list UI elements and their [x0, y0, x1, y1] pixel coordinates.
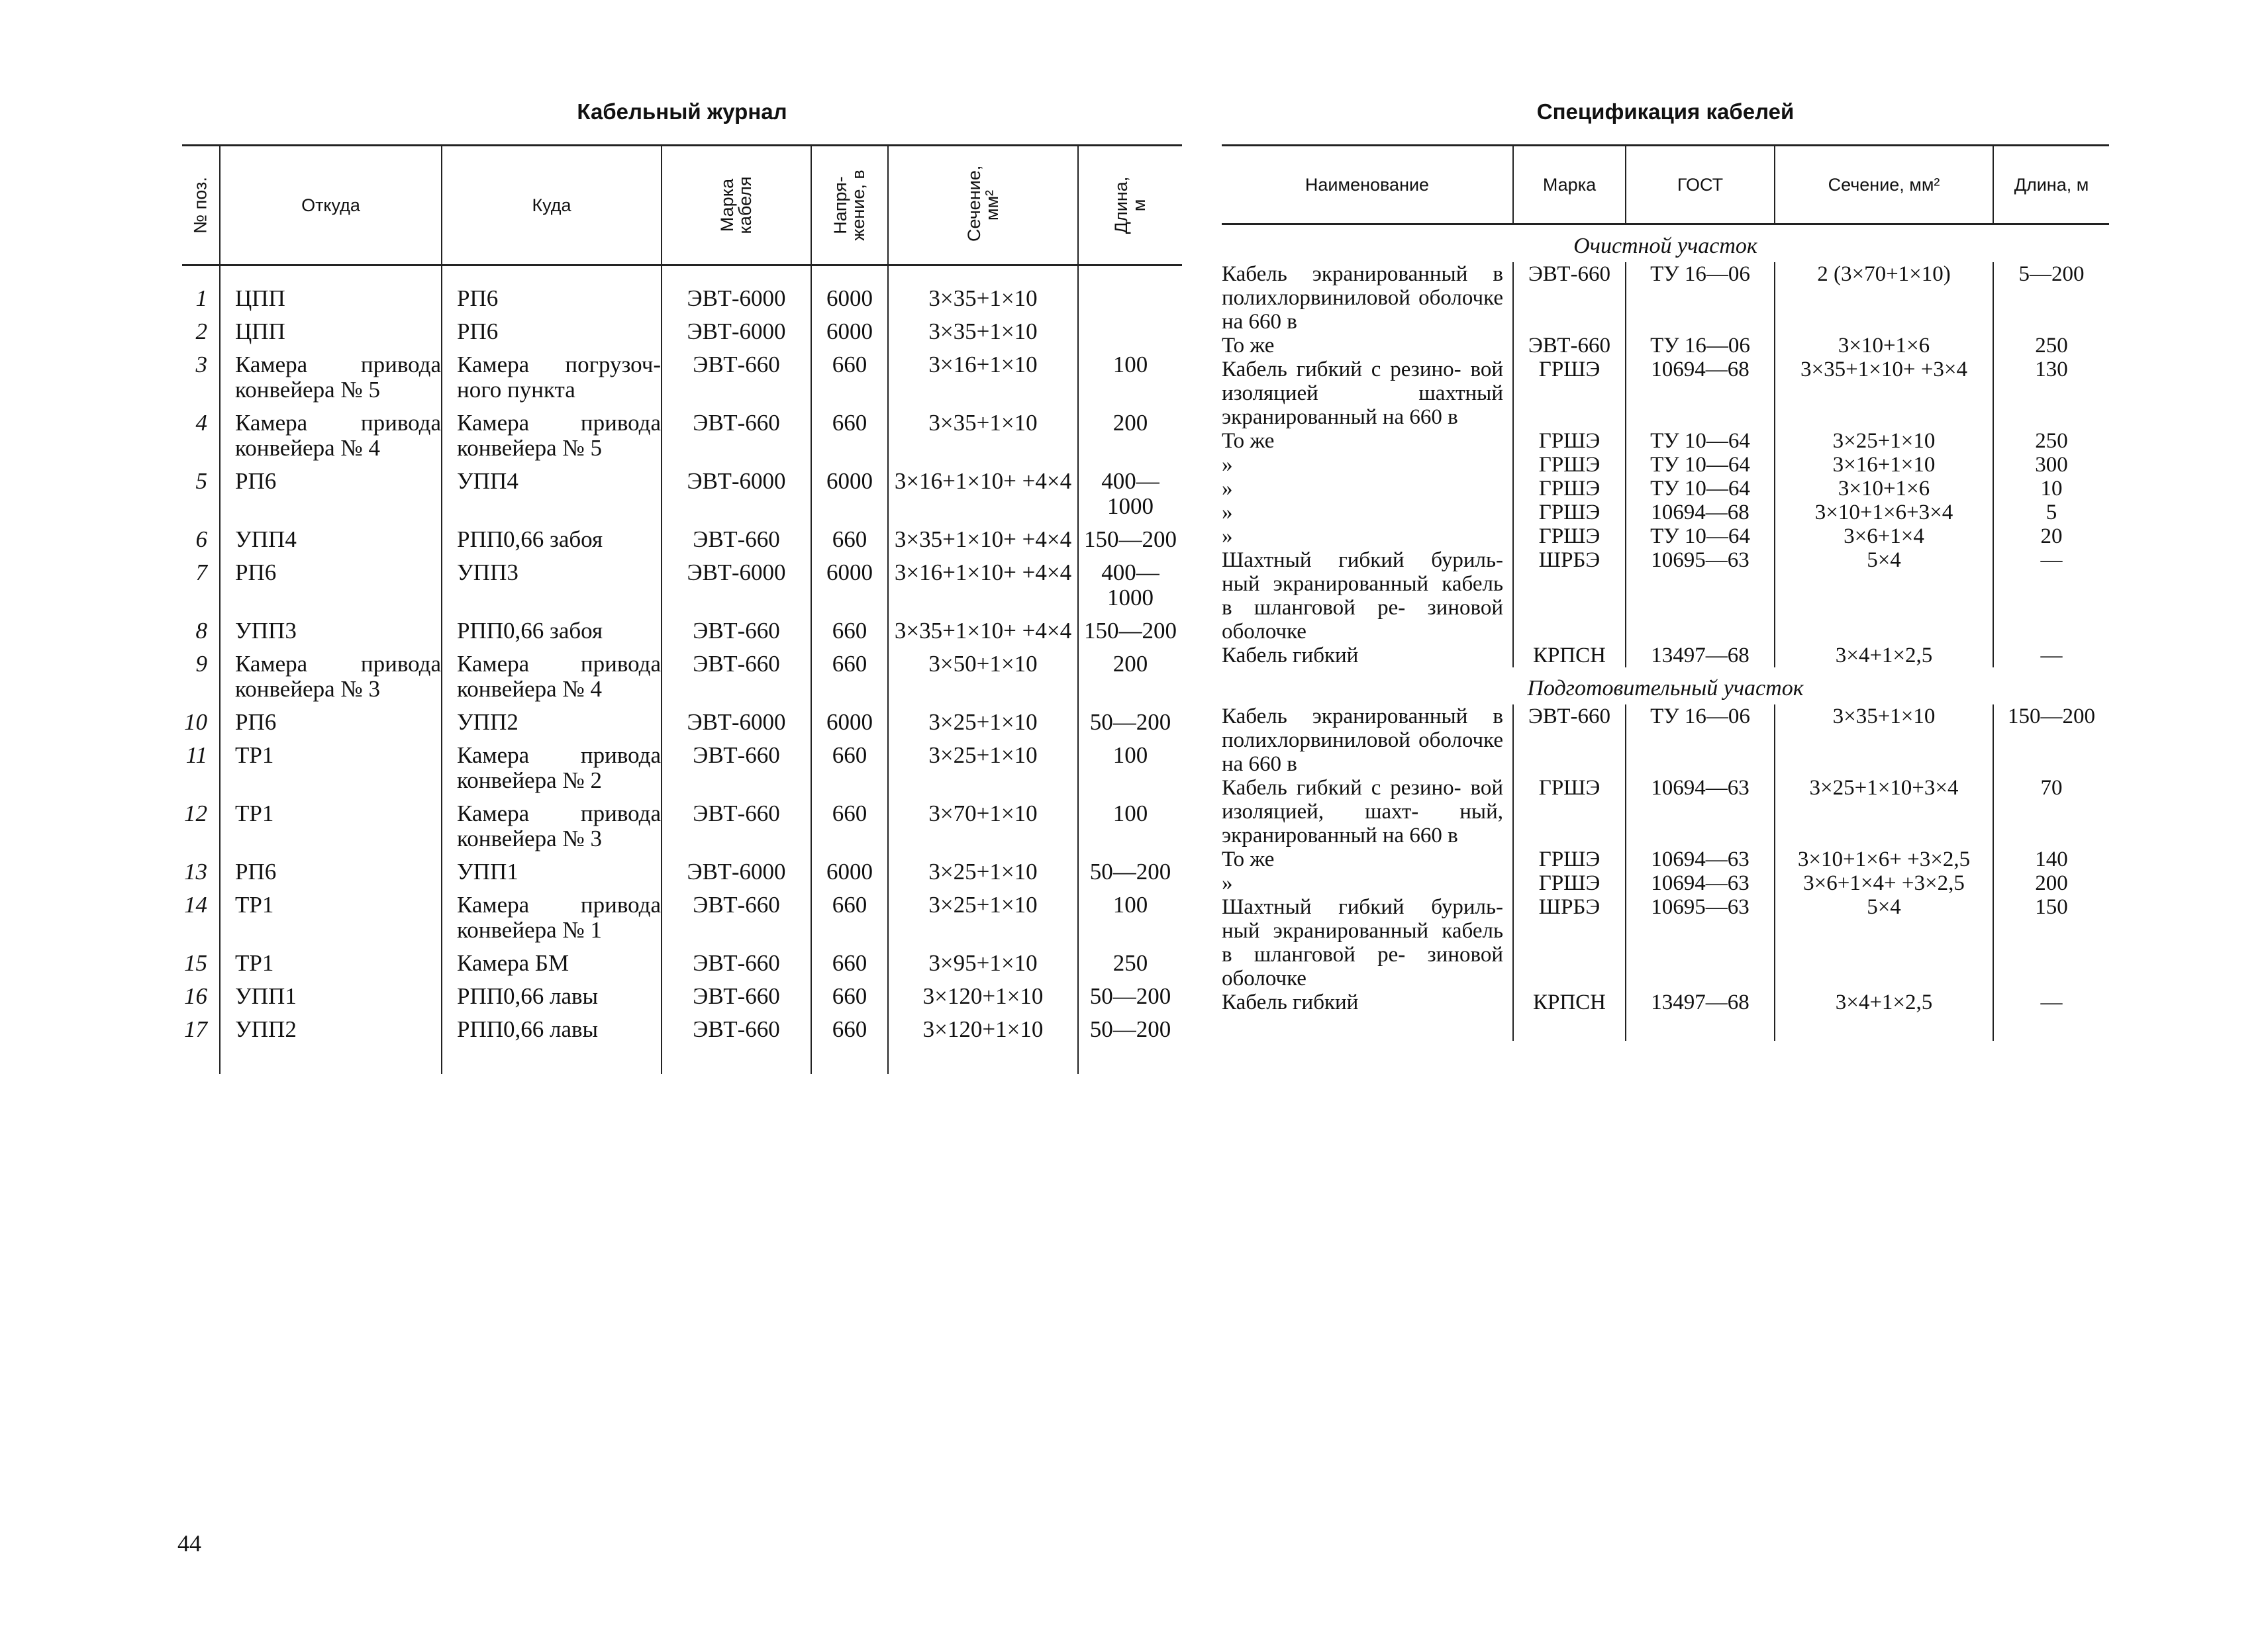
- journal-cell-section: 3×35+1×10: [888, 408, 1078, 466]
- spec-cell-brand: ГРШЭ: [1513, 453, 1626, 477]
- journal-cell-voltage: 6000: [811, 857, 888, 890]
- journal-cell-brand: ЭВТ-6000: [662, 557, 811, 616]
- spec-section-heading: Очистной участок: [1573, 234, 1757, 258]
- spec-cell-section: 5×4: [1775, 548, 1993, 644]
- spec-cell-section: 3×6+1×4+ +3×2,5: [1775, 871, 1993, 895]
- spec-cell-length: 140: [1993, 847, 2109, 871]
- table-row: [1222, 990, 2109, 1014]
- spec-cell-name: Кабель гибкий с резино- вой изоляцией шахтный экранированный на 660 в: [1222, 358, 1503, 429]
- journal-cell-brand: ЭВТ-660: [662, 616, 811, 649]
- spec-cell-section: 3×6+1×4: [1775, 524, 1993, 548]
- spec-header-row: [1222, 146, 2109, 224]
- journal-cell-brand: ЭВТ-6000: [662, 466, 811, 524]
- table-row: [1222, 524, 2109, 548]
- table-row: [1222, 477, 2109, 501]
- spec-cell-brand: ГРШЭ: [1513, 524, 1626, 548]
- spec-cell-gost: ТУ 10—64: [1626, 477, 1775, 501]
- spec-cell-section: 3×10+1×6+3×4: [1775, 501, 1993, 524]
- table-row: [1222, 776, 2109, 847]
- spec-cell-name: То же: [1222, 847, 1275, 871]
- journal-cell-voltage: 6000: [811, 707, 888, 740]
- journal-cell-length: 50—200: [1078, 1014, 1182, 1047]
- journal-cell-voltage: 660: [811, 1014, 888, 1047]
- empty-cell: [1775, 1014, 1993, 1041]
- spec-col-gost: ГОСТ: [1626, 146, 1775, 224]
- journal-cell-brand: ЭВТ-6000: [662, 316, 811, 350]
- journal-cell-length: 400—1000: [1078, 557, 1182, 616]
- empty-cell: [182, 1047, 220, 1074]
- journal-cell-position: 6: [195, 526, 207, 552]
- table-row: [182, 890, 1182, 948]
- spec-cell-name: »: [1222, 871, 1233, 895]
- spec-cell-brand: ГРШЭ: [1513, 847, 1626, 871]
- spec-cell-section: 3×25+1×10: [1775, 429, 1993, 453]
- journal-cell-position: 2: [195, 318, 207, 344]
- table-row: [182, 557, 1182, 616]
- journal-col-position: № поз.: [182, 146, 220, 266]
- journal-cell-brand: ЭВТ-660: [662, 649, 811, 707]
- spec-cell-gost: 10694—63: [1626, 776, 1775, 847]
- journal-cell-voltage: 660: [811, 948, 888, 981]
- journal-cell-voltage: 6000: [811, 316, 888, 350]
- journal-cell-voltage: 660: [811, 649, 888, 707]
- spec-cell-name: Кабель гибкий с резино- вой изоляцией, шахт- ный, экранированный на 660 в: [1222, 776, 1503, 847]
- spec-cell-gost: ТУ 10—64: [1626, 524, 1775, 548]
- journal-cell-section: 3×50+1×10: [888, 649, 1078, 707]
- spec-cell-name: »: [1222, 453, 1233, 477]
- spec-cell-gost: 10695—63: [1626, 548, 1775, 644]
- spec-cell-gost: 13497—68: [1626, 644, 1775, 667]
- table-row: [1222, 429, 2109, 453]
- journal-cell-length: 50—200: [1078, 707, 1182, 740]
- spec-cell-gost: 10695—63: [1626, 895, 1775, 990]
- journal-cell-from: УПП2: [220, 1014, 442, 1047]
- journal-cell-to: РПП0,66 лавы: [442, 981, 662, 1014]
- spec-cell-length: —: [1993, 548, 2109, 644]
- journal-cell-voltage: 660: [811, 524, 888, 557]
- table-row: [1222, 847, 2109, 871]
- spec-cell-gost: ТУ 10—64: [1626, 429, 1775, 453]
- journal-cell-from: ТР1: [220, 740, 442, 798]
- journal-cell-to: РП6: [442, 266, 662, 317]
- spec-cell-brand: КРПСН: [1513, 990, 1626, 1014]
- journal-cell-brand: ЭВТ-660: [662, 740, 811, 798]
- spec-col-section: Сечение, мм²: [1775, 146, 1993, 224]
- journal-cell-section: 3×35+1×10: [888, 316, 1078, 350]
- journal-cell-to: РПП0,66 забоя: [442, 616, 662, 649]
- journal-cell-from: Камера привода конвейера № 5: [220, 350, 442, 408]
- journal-cell-to: Камера привода конвейера № 3: [442, 798, 662, 857]
- spec-cell-gost: 13497—68: [1626, 990, 1775, 1014]
- spec-cell-length: —: [1993, 990, 2109, 1014]
- journal-cell-position: 10: [184, 709, 207, 735]
- table-row: [1222, 453, 2109, 477]
- spec-cell-length: 70: [1993, 776, 2109, 847]
- journal-cell-section: 3×16+1×10+ +4×4: [888, 557, 1078, 616]
- journal-cell-section: 3×70+1×10: [888, 798, 1078, 857]
- empty-cell: [1513, 1014, 1626, 1041]
- journal-cell-brand: ЭВТ-6000: [662, 707, 811, 740]
- cable-spec-title: Спецификация кабелей: [1536, 99, 1795, 124]
- spec-cell-length: 20: [1993, 524, 2109, 548]
- table-row: [182, 408, 1182, 466]
- spec-cell-brand: ГРШЭ: [1513, 776, 1626, 847]
- spec-cell-brand: ШРБЭ: [1513, 548, 1626, 644]
- journal-cell-brand: ЭВТ-660: [662, 948, 811, 981]
- journal-cell-section: 3×35+1×10+ +4×4: [888, 524, 1078, 557]
- spec-cell-gost: ТУ 16—06: [1626, 334, 1775, 358]
- journal-cell-section: 3×25+1×10: [888, 707, 1078, 740]
- empty-cell: [811, 1047, 888, 1074]
- journal-cell-section: 3×120+1×10: [888, 1014, 1078, 1047]
- spec-col-brand: Марка: [1513, 146, 1626, 224]
- journal-cell-to: РП6: [442, 316, 662, 350]
- spec-cell-name: Шахтный гибкий буриль- ный экранированный кабель в шланговой ре- зиновой оболочке: [1222, 895, 1503, 990]
- journal-cell-from: Камера привода конвейера № 3: [220, 649, 442, 707]
- journal-cell-from: ТР1: [220, 948, 442, 981]
- journal-cell-from: Камера привода конвейера № 4: [220, 408, 442, 466]
- journal-cell-voltage: 660: [811, 798, 888, 857]
- spec-cell-brand: ШРБЭ: [1513, 895, 1626, 990]
- table-row: [182, 616, 1182, 649]
- journal-cell-brand: ЭВТ-660: [662, 981, 811, 1014]
- table-row: [1222, 871, 2109, 895]
- table-row: [182, 707, 1182, 740]
- spec-cell-section: 3×35+1×10+ +3×4: [1775, 358, 1993, 429]
- table-row: [182, 1014, 1182, 1047]
- table-row: [1222, 501, 2109, 524]
- journal-cell-position: 8: [195, 618, 207, 644]
- journal-cell-length: 400—1000: [1078, 466, 1182, 524]
- journal-cell-length: 200: [1078, 408, 1182, 466]
- journal-col-length: Длина, м: [1078, 146, 1182, 266]
- journal-cell-from: ЦПП: [220, 316, 442, 350]
- table-row: [182, 740, 1182, 798]
- spec-cell-brand: ГРШЭ: [1513, 871, 1626, 895]
- table-row: [1222, 548, 2109, 644]
- spec-cell-brand: ГРШЭ: [1513, 501, 1626, 524]
- journal-cell-voltage: 660: [811, 740, 888, 798]
- journal-cell-section: 3×16+1×10+ +4×4: [888, 466, 1078, 524]
- spec-cell-gost: ТУ 16—06: [1626, 262, 1775, 334]
- spec-cell-section: 3×25+1×10+3×4: [1775, 776, 1993, 847]
- journal-cell-position: 5: [195, 468, 207, 494]
- spec-cell-brand: ЭВТ-660: [1513, 704, 1626, 776]
- journal-cell-to: Камера БМ: [442, 948, 662, 981]
- spec-cell-length: 5: [1993, 501, 2109, 524]
- empty-cell: [220, 1047, 442, 1074]
- journal-cell-length: 100: [1078, 890, 1182, 948]
- spec-col-length: Длина, м: [1993, 146, 2109, 224]
- cable-journal-table: [182, 144, 1182, 1074]
- empty-cell: [442, 1047, 662, 1074]
- journal-cell-section: 3×95+1×10: [888, 948, 1078, 981]
- table-row: [1222, 644, 2109, 667]
- journal-cell-section: 3×25+1×10: [888, 740, 1078, 798]
- journal-cell-length: 100: [1078, 350, 1182, 408]
- table-row: [182, 524, 1182, 557]
- spec-cell-name: »: [1222, 501, 1233, 524]
- journal-cell-from: ТР1: [220, 890, 442, 948]
- spec-cell-gost: 10694—68: [1626, 501, 1775, 524]
- journal-cell-length: 50—200: [1078, 981, 1182, 1014]
- journal-cell-from: УПП3: [220, 616, 442, 649]
- spec-cell-section: 3×10+1×6+ +3×2,5: [1775, 847, 1993, 871]
- journal-cell-brand: ЭВТ-6000: [662, 266, 811, 317]
- journal-cell-voltage: 660: [811, 890, 888, 948]
- journal-cell-brand: ЭВТ-660: [662, 524, 811, 557]
- spec-cell-brand: ГРШЭ: [1513, 477, 1626, 501]
- journal-cell-from: ТР1: [220, 798, 442, 857]
- spec-cell-length: —: [1993, 644, 2109, 667]
- spec-cell-name: То же: [1222, 334, 1275, 358]
- journal-cell-to: УПП3: [442, 557, 662, 616]
- spec-cell-name: »: [1222, 477, 1233, 501]
- journal-cell-voltage: 660: [811, 981, 888, 1014]
- spec-cell-length: 200: [1993, 871, 2109, 895]
- spec-cell-brand: ГРШЭ: [1513, 429, 1626, 453]
- table-row: [182, 649, 1182, 707]
- spec-cell-name: Кабель гибкий: [1222, 644, 1359, 667]
- journal-col-from: Откуда: [220, 146, 442, 266]
- journal-cell-to: Камера привода конвейера № 1: [442, 890, 662, 948]
- spec-cell-brand: ЭВТ-660: [1513, 262, 1626, 334]
- spec-cell-name: Кабель экранированный в полихлорвиниловой оболочке на 660 в: [1222, 262, 1503, 334]
- empty-cell: [888, 1047, 1078, 1074]
- journal-cell-from: ЦПП: [220, 266, 442, 317]
- journal-cell-from: РП6: [220, 557, 442, 616]
- table-row: [1222, 895, 2109, 990]
- journal-cell-section: 3×25+1×10: [888, 890, 1078, 948]
- empty-cell: [1078, 1047, 1182, 1074]
- journal-cell-length: 150—200: [1078, 616, 1182, 649]
- spec-cell-section: 3×35+1×10: [1775, 704, 1993, 776]
- journal-cell-from: УПП4: [220, 524, 442, 557]
- empty-cell: [1222, 1014, 1513, 1041]
- journal-header-row: [182, 146, 1182, 266]
- table-end-row: [1222, 1014, 2109, 1041]
- journal-cell-to: УПП2: [442, 707, 662, 740]
- table-end-row: [182, 1047, 1182, 1074]
- journal-cell-to: Камера привода конвейера № 5: [442, 408, 662, 466]
- journal-cell-length: 150—200: [1078, 524, 1182, 557]
- spec-cell-length: 5—200: [1993, 262, 2109, 334]
- table-row: [182, 798, 1182, 857]
- spec-cell-length: 150—200: [1993, 704, 2109, 776]
- journal-cell-section: 3×35+1×10+ +4×4: [888, 616, 1078, 649]
- spec-cell-length: 250: [1993, 334, 2109, 358]
- journal-cell-length: 200: [1078, 649, 1182, 707]
- spec-section-heading-row: [1222, 667, 2109, 704]
- spec-cell-length: 10: [1993, 477, 2109, 501]
- journal-cell-to: Камера привода конвейера № 4: [442, 649, 662, 707]
- journal-cell-to: УПП4: [442, 466, 662, 524]
- journal-cell-section: 3×25+1×10: [888, 857, 1078, 890]
- table-row: [182, 948, 1182, 981]
- journal-cell-voltage: 660: [811, 350, 888, 408]
- spec-section-heading: Подготовительный участок: [1527, 676, 1804, 700]
- journal-cell-position: 11: [185, 742, 207, 768]
- journal-cell-length: 100: [1078, 798, 1182, 857]
- journal-cell-position: 17: [184, 1016, 207, 1042]
- empty-cell: [662, 1047, 811, 1074]
- journal-cell-position: 9: [195, 651, 207, 677]
- journal-cell-brand: ЭВТ-660: [662, 890, 811, 948]
- journal-col-section: Сечение, мм²: [888, 146, 1078, 266]
- table-row: [182, 350, 1182, 408]
- table-row: [1222, 334, 2109, 358]
- spec-cell-section: 3×4+1×2,5: [1775, 644, 1993, 667]
- table-row: [182, 266, 1182, 317]
- journal-col-voltage: Напря- жение, в: [811, 146, 888, 266]
- journal-cell-voltage: 660: [811, 616, 888, 649]
- journal-cell-position: 4: [195, 410, 207, 436]
- journal-cell-brand: ЭВТ-660: [662, 350, 811, 408]
- journal-cell-length: 100: [1078, 740, 1182, 798]
- journal-cell-length: 50—200: [1078, 857, 1182, 890]
- journal-cell-brand: ЭВТ-660: [662, 408, 811, 466]
- spec-cell-section: 5×4: [1775, 895, 1993, 990]
- journal-cell-position: 15: [184, 950, 207, 976]
- empty-cell: [1993, 1014, 2109, 1041]
- journal-cell-to: Камера привода конвейера № 2: [442, 740, 662, 798]
- journal-cell-from: УПП1: [220, 981, 442, 1014]
- journal-cell-length: [1078, 316, 1182, 350]
- journal-cell-from: РП6: [220, 466, 442, 524]
- spec-cell-gost: 10694—63: [1626, 871, 1775, 895]
- table-row: [1222, 704, 2109, 776]
- table-row: [182, 466, 1182, 524]
- spec-cell-name: »: [1222, 524, 1233, 548]
- spec-cell-length: 130: [1993, 358, 2109, 429]
- spec-cell-section: 3×16+1×10: [1775, 453, 1993, 477]
- cable-spec-table: [1222, 144, 2109, 1041]
- spec-cell-section: 3×10+1×6: [1775, 477, 1993, 501]
- spec-cell-section: 3×4+1×2,5: [1775, 990, 1993, 1014]
- spec-cell-name: Кабель гибкий: [1222, 990, 1359, 1014]
- journal-col-to: Куда: [442, 146, 662, 266]
- cable-journal-title: Кабельный журнал: [577, 99, 787, 124]
- spec-cell-length: 250: [1993, 429, 2109, 453]
- journal-cell-position: 16: [184, 983, 207, 1009]
- journal-cell-position: 7: [195, 559, 207, 585]
- spec-cell-gost: 10694—63: [1626, 847, 1775, 871]
- journal-cell-from: РП6: [220, 707, 442, 740]
- spec-cell-name: Шахтный гибкий буриль- ный экранированный кабель в шланговой ре- зиновой оболочке: [1222, 548, 1503, 644]
- journal-cell-brand: ЭВТ-660: [662, 798, 811, 857]
- journal-cell-to: РПП0,66 лавы: [442, 1014, 662, 1047]
- table-row: [1222, 358, 2109, 429]
- journal-cell-section: 3×120+1×10: [888, 981, 1078, 1014]
- journal-col-brand: Марка кабеля: [662, 146, 811, 266]
- spec-section-heading-row: [1222, 224, 2109, 263]
- table-row: [182, 981, 1182, 1014]
- spec-cell-gost: ТУ 16—06: [1626, 704, 1775, 776]
- journal-cell-brand: ЭВТ-660: [662, 1014, 811, 1047]
- spec-cell-section: 3×10+1×6: [1775, 334, 1993, 358]
- journal-cell-to: Камера погрузоч- ного пункта: [442, 350, 662, 408]
- spec-cell-gost: 10694—68: [1626, 358, 1775, 429]
- spec-cell-name: То же: [1222, 429, 1275, 453]
- journal-cell-position: 12: [184, 800, 207, 826]
- journal-cell-position: 14: [184, 892, 207, 918]
- journal-cell-section: 3×16+1×10: [888, 350, 1078, 408]
- journal-cell-length: 250: [1078, 948, 1182, 981]
- journal-cell-length: [1078, 266, 1182, 317]
- journal-cell-from: РП6: [220, 857, 442, 890]
- spec-cell-brand: КРПСН: [1513, 644, 1626, 667]
- journal-cell-brand: ЭВТ-6000: [662, 857, 811, 890]
- journal-cell-voltage: 6000: [811, 557, 888, 616]
- journal-cell-to: РПП0,66 забоя: [442, 524, 662, 557]
- journal-cell-voltage: 6000: [811, 466, 888, 524]
- spec-cell-name: Кабель экранированный в полихлорвиниловой оболочке на 660 в: [1222, 704, 1503, 776]
- journal-cell-to: УПП1: [442, 857, 662, 890]
- table-row: [182, 857, 1182, 890]
- spec-cell-brand: ЭВТ-660: [1513, 334, 1626, 358]
- spec-cell-length: 150: [1993, 895, 2109, 990]
- journal-cell-position: 3: [195, 352, 207, 377]
- page-number: 44: [177, 1530, 201, 1557]
- journal-cell-position: 13: [184, 859, 207, 885]
- spec-cell-brand: ГРШЭ: [1513, 358, 1626, 429]
- table-row: [1222, 262, 2109, 334]
- empty-cell: [1626, 1014, 1775, 1041]
- spec-cell-gost: ТУ 10—64: [1626, 453, 1775, 477]
- spec-cell-length: 300: [1993, 453, 2109, 477]
- journal-cell-section: 3×35+1×10: [888, 266, 1078, 317]
- table-row: [182, 316, 1182, 350]
- spec-col-name: Наименование: [1222, 146, 1513, 224]
- spec-cell-section: 2 (3×70+1×10): [1775, 262, 1993, 334]
- journal-cell-voltage: 660: [811, 408, 888, 466]
- journal-cell-position: 1: [195, 285, 207, 311]
- journal-cell-voltage: 6000: [811, 266, 888, 317]
